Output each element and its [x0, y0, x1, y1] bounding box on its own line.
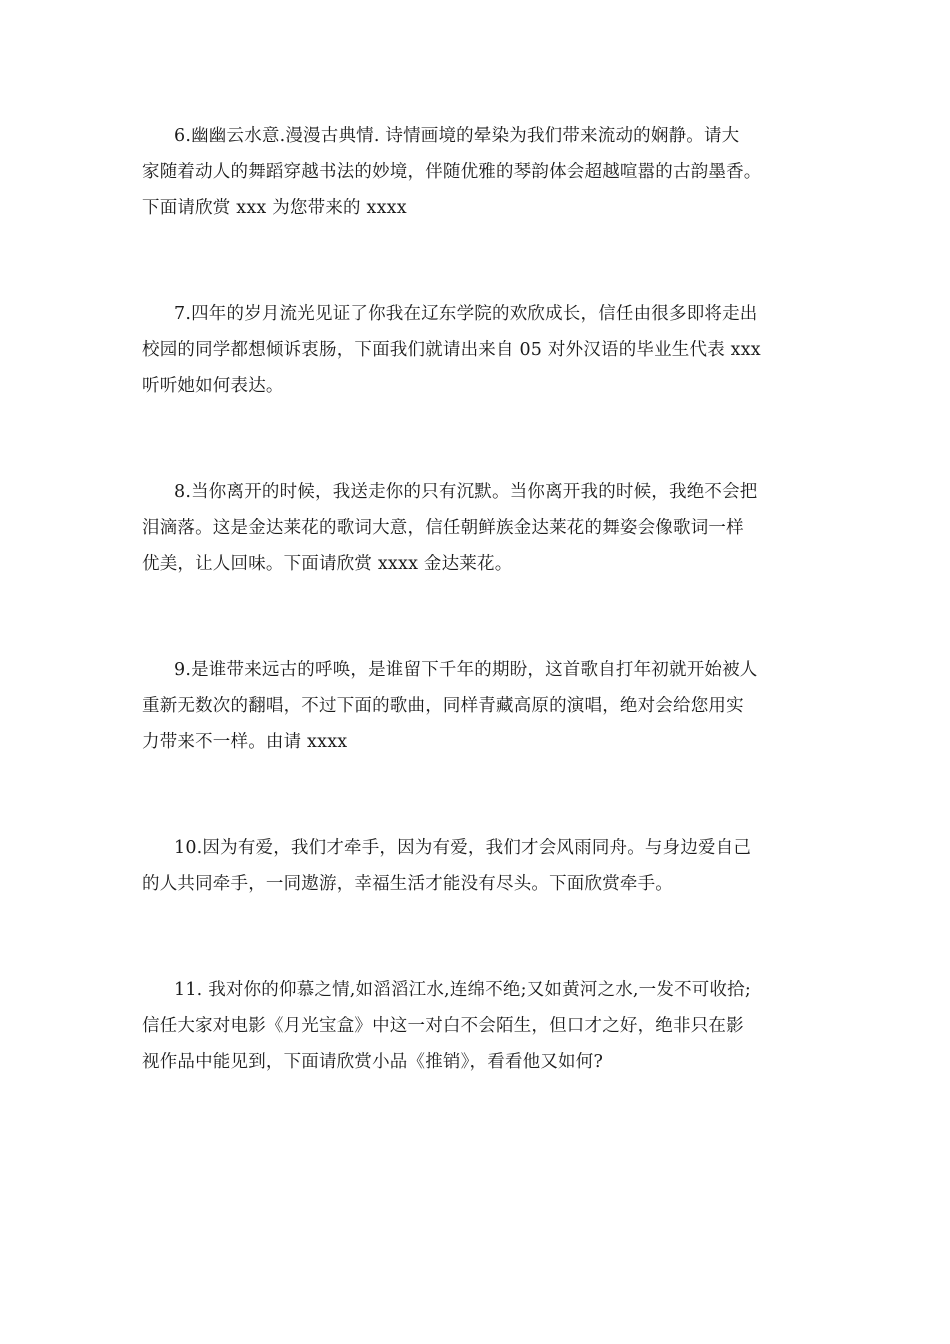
paragraph-line: 听听她如何表达。 [142, 376, 284, 396]
paragraph-line: 视作品中能见到，下面请欣赏小品《推销》，看看他又如何? [142, 1052, 604, 1072]
paragraph-line: 7.四年的岁月流光见证了你我在辽东学院的欢欣成长，信任由很多即将走出 [174, 304, 758, 324]
paragraph-line: 10.因为有爱，我们才牵手，因为有爱，我们才会风雨同舟。与身边爱自己 [174, 838, 752, 858]
paragraph-line: 优美，让人回味。下面请欣赏 xxxx 金达莱花。 [142, 554, 513, 574]
paragraph-line: 信任大家对电影《月光宝盒》中这一对白不会陌生，但口才之好，绝非只在影 [142, 1016, 744, 1036]
paragraph-11 [142, 972, 810, 1080]
paragraph-line: 校园的同学都想倾诉衷肠，下面我们就请出来自 05 对外汉语的毕业生代表 xxx [142, 340, 761, 360]
paragraph-8 [142, 474, 810, 582]
paragraph-line: 力带来不一样。由请 xxxx [142, 732, 348, 752]
paragraph-line: 重新无数次的翻唱，不过下面的歌曲，同样青藏高原的演唱，绝对会给您用实 [142, 696, 744, 716]
paragraph-line: 6.幽幽云水意.漫漫古典情. 诗情画境的晕染为我们带来流动的娴静。请大 [174, 126, 740, 146]
paragraph-line: 家随着动人的舞蹈穿越书法的妙境，伴随优雅的琴韵体会超越喧嚣的古韵墨香。 [142, 162, 762, 182]
paragraph-7 [142, 296, 810, 404]
paragraph-9 [142, 652, 810, 760]
paragraph-10 [142, 830, 810, 902]
paragraph-line: 11. 我对你的仰慕之情,如滔滔江水,连绵不绝;又如黄河之水,一发不可收拾; [174, 980, 751, 1000]
paragraph-line: 9.是谁带来远古的呼唤，是谁留下千年的期盼，这首歌自打年初就开始被人 [174, 660, 758, 680]
paragraph-line: 下面请欣赏 xxx 为您带来的 xxxx [142, 198, 407, 218]
paragraph-line: 泪滴落。这是金达莱花的歌词大意，信任朝鲜族金达莱花的舞姿会像歌词一样 [142, 518, 744, 538]
paragraph-line: 的人共同牵手，一同遨游，幸福生活才能没有尽头。下面欣赏牵手。 [142, 874, 673, 894]
paragraph-6 [142, 118, 810, 226]
paragraph-line: 8.当你离开的时候，我送走你的只有沉默。当你离开我的时候，我绝不会把 [174, 482, 758, 502]
